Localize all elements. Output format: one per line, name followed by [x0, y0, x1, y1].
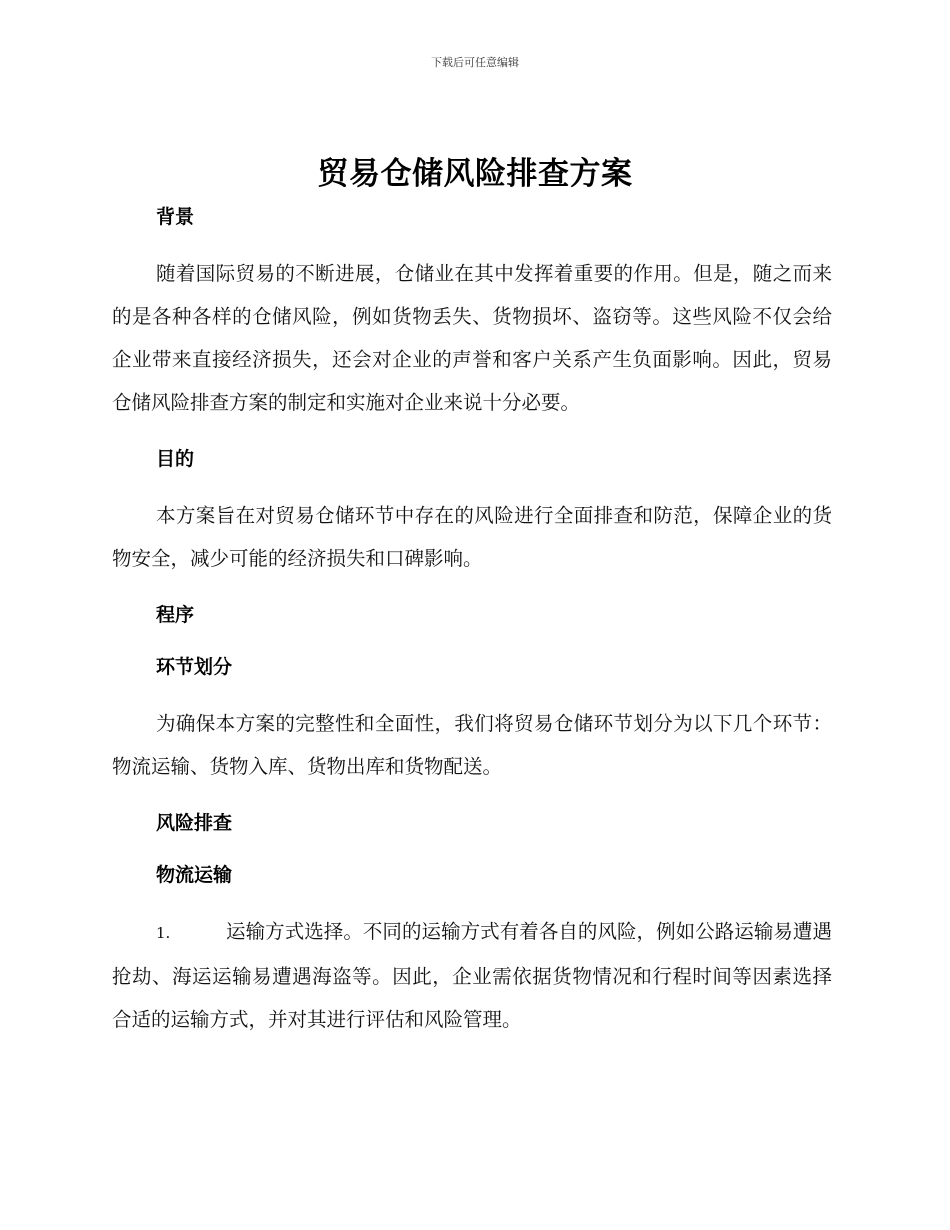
heading-purpose: 目的 [156, 448, 195, 470]
list-item [112, 910, 832, 1041]
heading-background: 背景 [156, 206, 195, 228]
heading-division: 环节划分 [156, 656, 233, 678]
spacer [112, 628, 832, 654]
spacer [112, 680, 832, 702]
document-body [112, 204, 832, 1041]
spacer [112, 788, 832, 810]
spacer [112, 836, 832, 862]
spacer [112, 424, 832, 446]
heading-procedure: 程序 [156, 604, 195, 626]
spacer [112, 472, 832, 494]
list-item-number: 1. [156, 924, 171, 942]
paragraph-division: 为确保本方案的完整性和全面性，我们将贸易仓储环节划分为以下几个环节：物流运输、货物入库、货物出库和货物配送。 [112, 712, 832, 778]
document-title: 贸易仓储风险排查方案 [317, 156, 633, 192]
heading-risk-check: 风险排查 [156, 812, 233, 834]
list-item-text: 运输方式选择。不同的运输方式有着各自的风险，例如公路运输易遭遇抢劫、海运运输易遭遇海盗等。因此，企业需依据货物情况和行程时间等因素选择合适的运输方式，并对其进行评估和风险管理。 [112, 920, 832, 1031]
header-note: 下载后可任意编辑 [431, 56, 519, 69]
spacer [112, 580, 832, 602]
paragraph-purpose: 本方案旨在对贸易仓储环节中存在的风险进行全面排查和防范，保障企业的货物安全，减少可能的经济损失和口碑影响。 [112, 504, 832, 570]
spacer [112, 888, 832, 910]
spacer [112, 230, 832, 252]
paragraph-background: 随着国际贸易的不断进展，仓储业在其中发挥着重要的作用。但是，随之而来的是各种各样的仓储风险，例如货物丢失、货物损坏、盗窃等。这些风险不仅会给企业带来直接经济损失，还会对企业的声誉和客户关系产生负面影响。因此，贸易仓储风险排查方案的制定和实施对企业来说十分必要。 [112, 262, 832, 414]
heading-logistics: 物流运输 [156, 864, 233, 886]
